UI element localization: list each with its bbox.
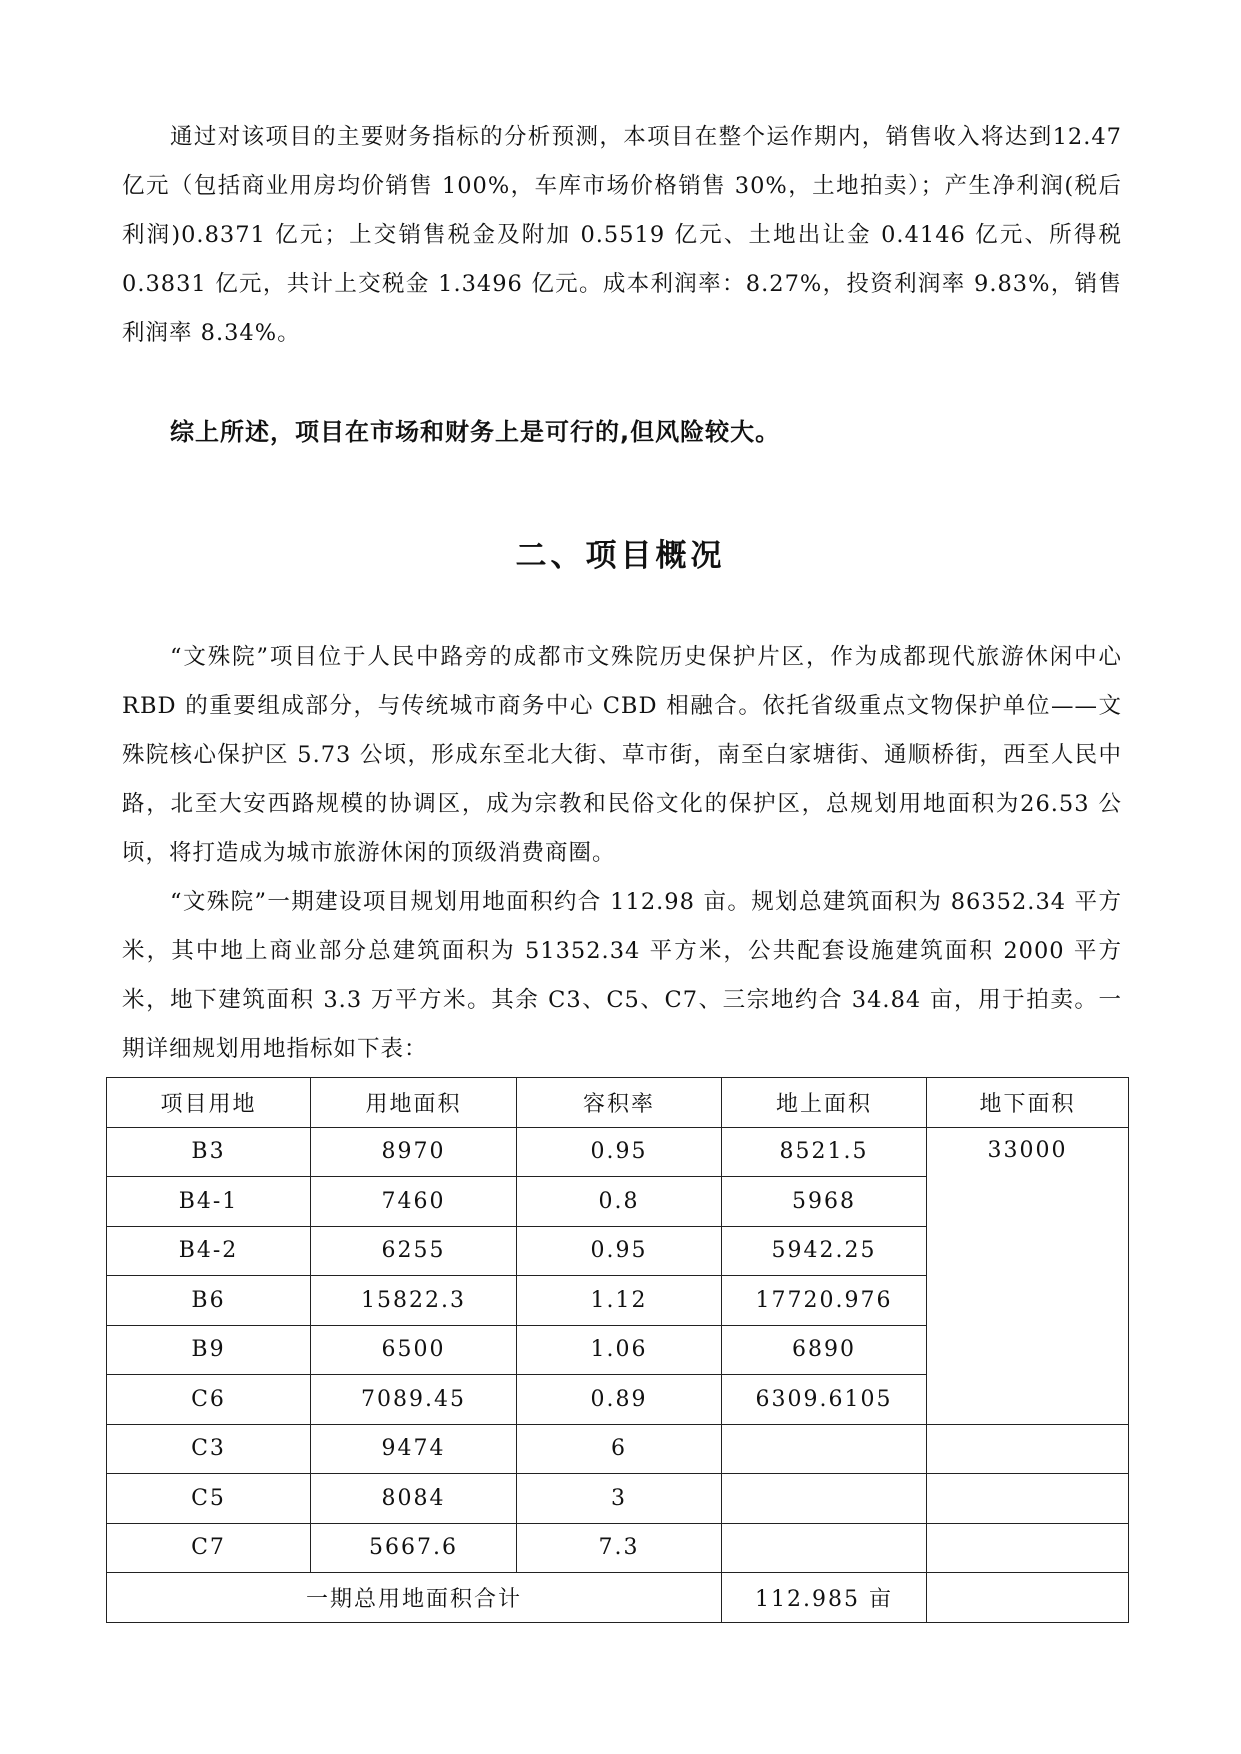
ratio-cell: 1.06 [517,1325,722,1375]
above-ground-cell: 6890 [722,1325,927,1375]
plot-cell: B3 [107,1127,311,1177]
area-cell: 8084 [311,1474,517,1524]
plot-cell: C6 [107,1375,311,1425]
section-title: 二、项目概况 [515,538,726,574]
ratio-cell: 0.89 [517,1375,722,1425]
table-row [107,1474,1129,1524]
conclusion-text: 综上所述，项目在市场和财务上是可行的,但风险较大。 [170,418,781,446]
area-cell: 7460 [311,1177,517,1227]
table-row [107,1127,1129,1177]
underground-cell [927,1424,1129,1474]
total-label-cell: 一期总用地面积合计 [107,1573,722,1623]
area-cell: 6255 [311,1226,517,1276]
area-cell: 15822.3 [311,1276,517,1326]
above-ground-cell: 17720.976 [722,1276,927,1326]
plot-cell: B6 [107,1276,311,1326]
plot-cell: B4-2 [107,1226,311,1276]
area-cell: 5667.6 [311,1523,517,1573]
table-header-row [107,1078,1129,1128]
table-row [107,1424,1129,1474]
header-cell: 项目用地 [107,1078,311,1128]
ratio-cell: 1.12 [517,1276,722,1326]
above-ground-cell: 5942.25 [722,1226,927,1276]
finance-paragraph: 通过对该项目的主要财务指标的分析预测，本项目在整个运作期内，销售收入将达到12.47 亿元（包括商业用房均价销售 100%，车库市场价格销售 30%，土地拍卖）；产生净利润(税后利润)0.8371 亿元；上交销售税金及附加 0.5519 亿元、土地出让金 0.4146 亿元、所得税 0.3831 亿元，共计上交税金 1.3496 亿元。成本利润率：8.27%，投资利润率 9.83%，销售利润率 8.34%。 [122,124,1122,346]
underground-cell [927,1474,1129,1524]
overview-paragraph: “文殊院”项目位于人民中路旁的成都市文殊院历史保护片区，作为成都现代旅游休闲中心 RBD 的重要组成部分，与传统城市商务中心 CBD 相融合。依托省级重点文物保护单位——文殊院核心保护区 5.73 公顷，形成东至北大街、草市街，南至白家塘街、通顺桥街，西至人民中路，北至大安西路规模的协调区，成为宗教和民俗文化的保护区，总规划用地面积为26.53 公顷，将打造成为城市旅游休闲的顶级消费商圈。 [122,644,1122,866]
ratio-cell: 7.3 [517,1523,722,1573]
table-row [107,1523,1129,1573]
header-cell: 容积率 [517,1078,722,1128]
ratio-cell: 0.8 [517,1177,722,1227]
above-ground-cell [722,1474,927,1524]
area-cell: 6500 [311,1325,517,1375]
above-ground-cell: 5968 [722,1177,927,1227]
plot-cell: C5 [107,1474,311,1524]
ratio-cell: 0.95 [517,1127,722,1177]
land-use-table [106,1077,1129,1623]
above-ground-cell [722,1424,927,1474]
header-cell: 地下面积 [927,1078,1129,1128]
header-cell: 用地面积 [311,1078,517,1128]
table-total-row [107,1573,1129,1623]
phase1-paragraph: “文殊院”一期建设项目规划用地面积约合 112.98 亩。规划总建筑面积为 86352.34 平方米，其中地上商业部分总建筑面积为 51352.34 平方米，公共配套设施建筑面积 2000 平方米，地下建筑面积 3.3 万平方米。其余 C3、C5、C7、三宗地约合 34.84 亩，用于拍卖。一期详细规划用地指标如下表： [122,889,1122,1062]
underground-cell [927,1523,1129,1573]
plot-cell: B9 [107,1325,311,1375]
above-ground-cell [722,1523,927,1573]
ratio-cell: 3 [517,1474,722,1524]
total-empty-cell [927,1573,1129,1623]
above-ground-cell: 6309.6105 [722,1375,927,1425]
plot-cell: B4-1 [107,1177,311,1227]
above-ground-cell: 8521.5 [722,1127,927,1177]
total-value-cell: 112.985 亩 [722,1573,927,1623]
area-cell: 9474 [311,1424,517,1474]
plot-cell: C7 [107,1523,311,1573]
underground-total-cell: 33000 [927,1127,1129,1424]
ratio-cell: 0.95 [517,1226,722,1276]
ratio-cell: 6 [517,1424,722,1474]
area-cell: 8970 [311,1127,517,1177]
plot-cell: C3 [107,1424,311,1474]
area-cell: 7089.45 [311,1375,517,1425]
header-cell: 地上面积 [722,1078,927,1128]
